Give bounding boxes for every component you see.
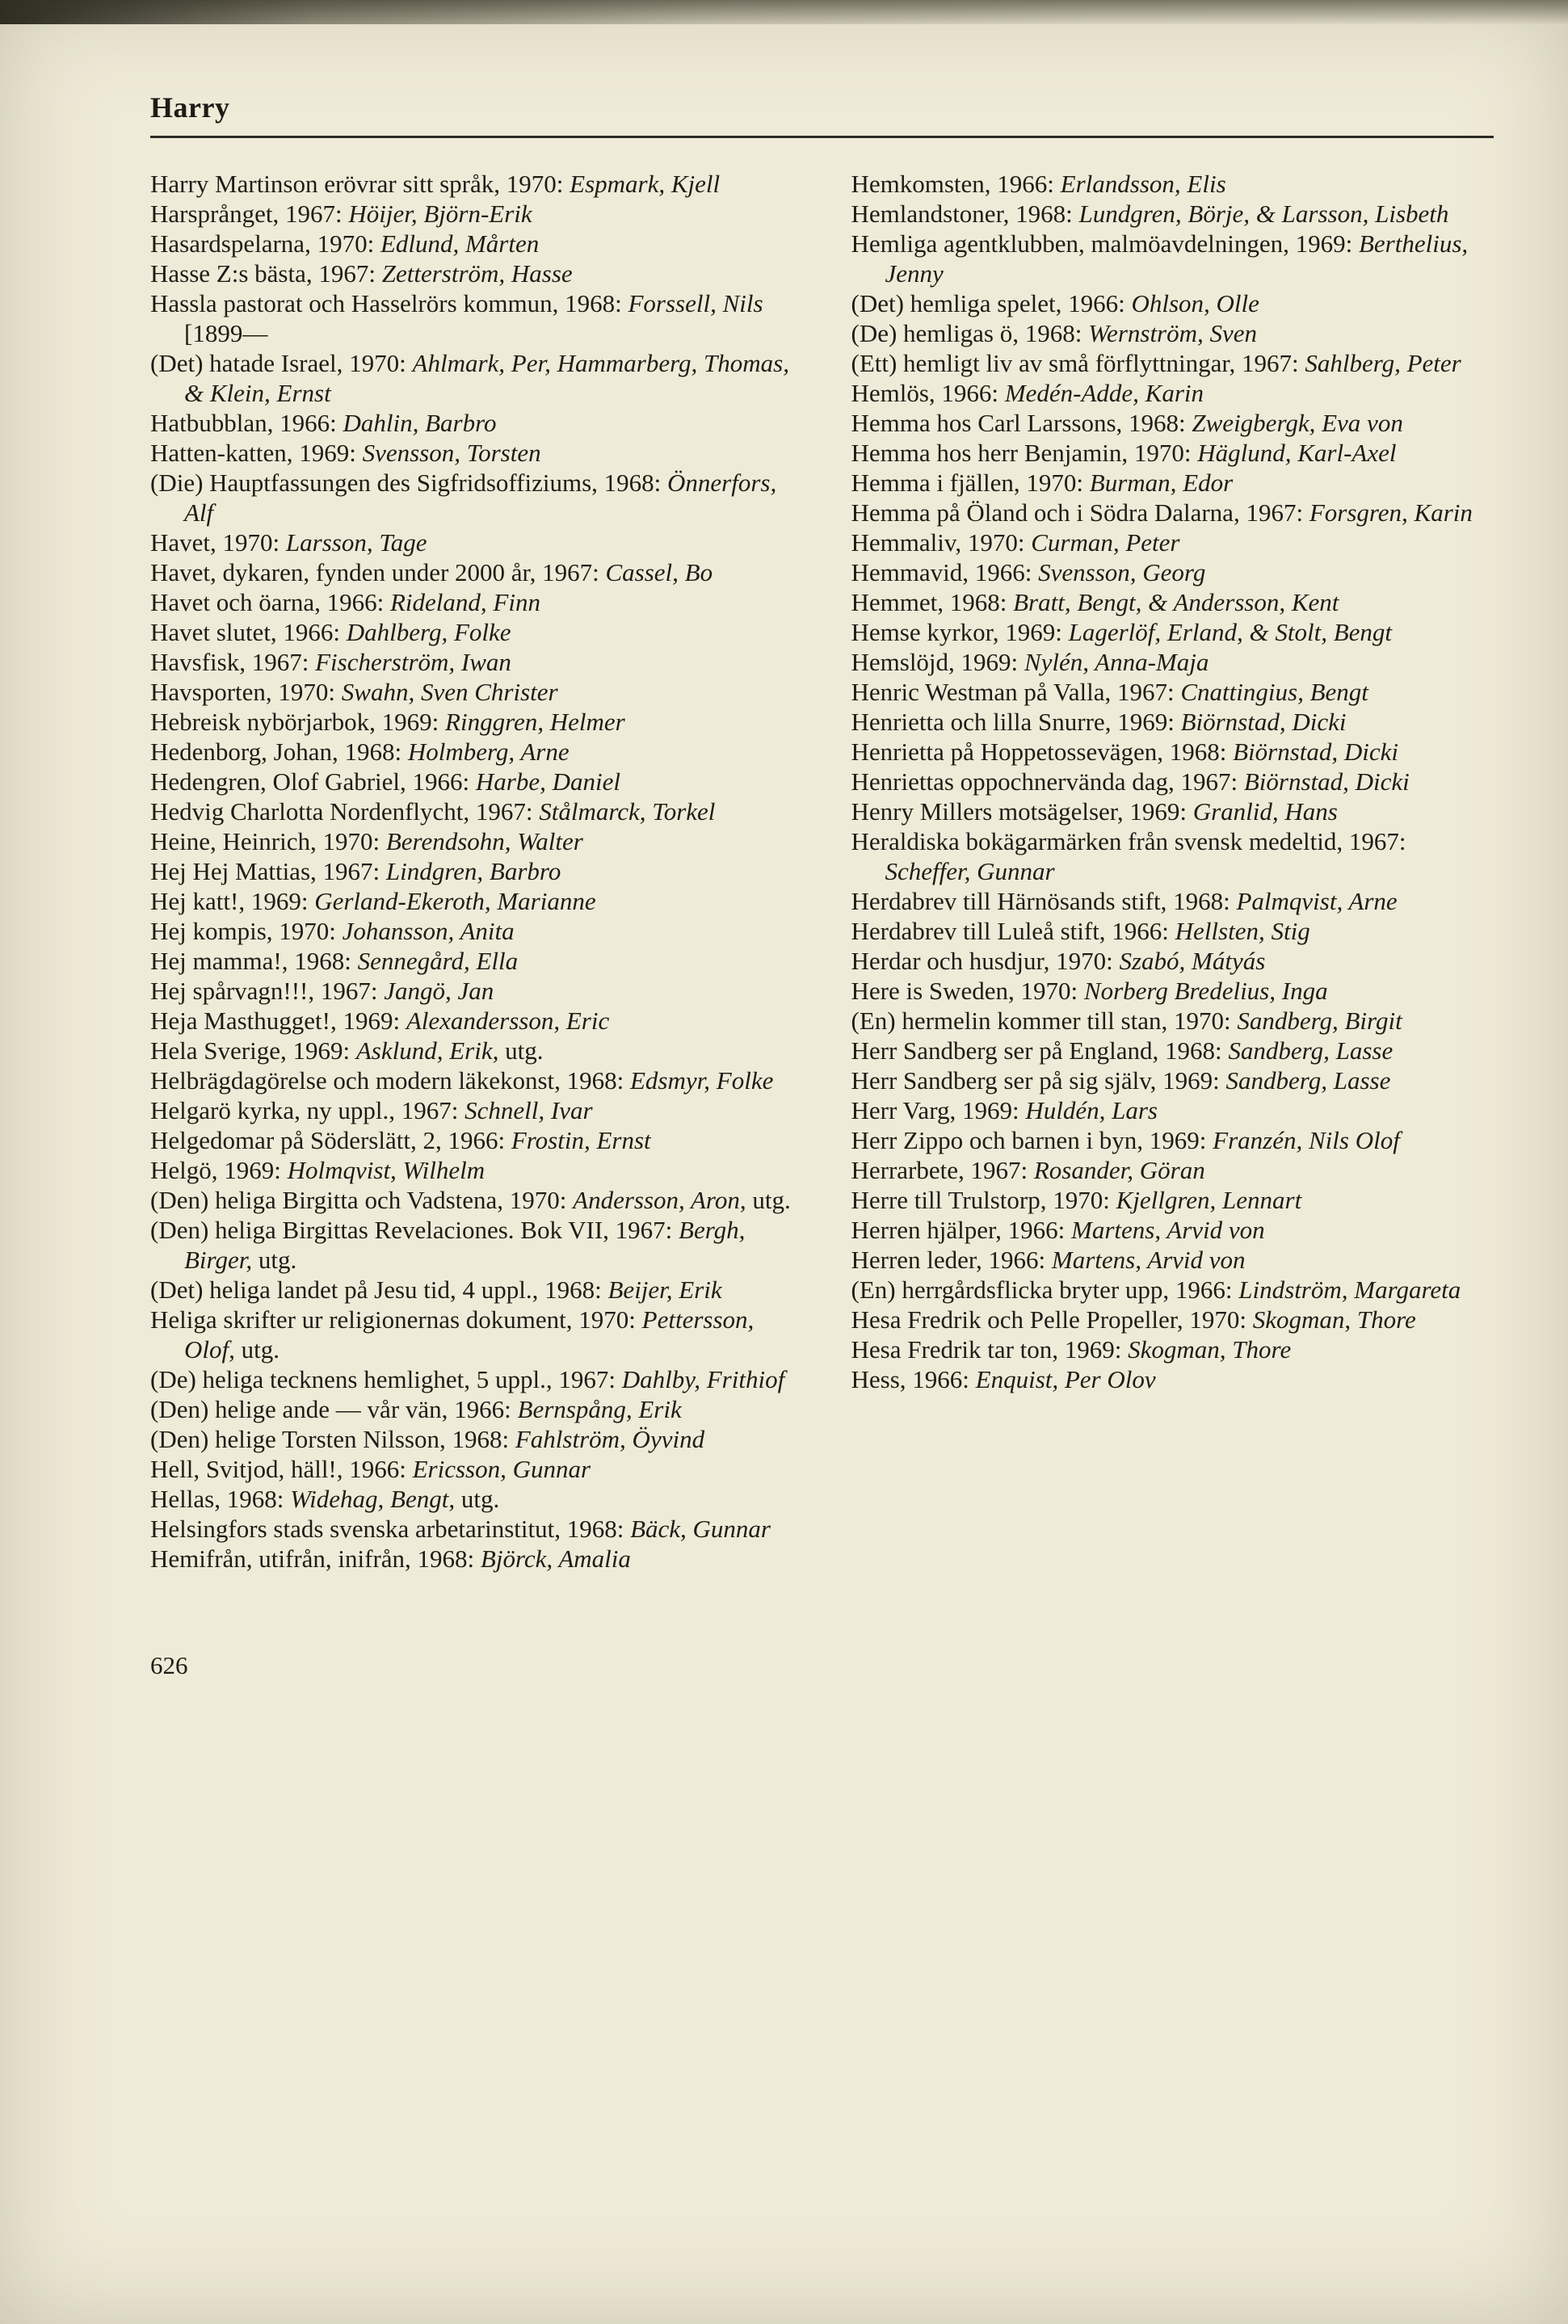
- index-entry: [150, 1424, 793, 1454]
- entry-title: Havet, 1970:: [150, 528, 286, 557]
- entry-title: Hej kompis, 1970:: [150, 917, 343, 945]
- index-entry: [851, 1006, 1494, 1036]
- index-entry: [150, 468, 793, 527]
- entry-authors: Ringgren, Helmer: [445, 708, 625, 736]
- index-entry: [150, 856, 793, 886]
- entry-authors: Harbe, Daniel: [475, 767, 620, 796]
- index-entry: [150, 647, 793, 677]
- index-entry: [150, 348, 793, 408]
- index-entry: [851, 199, 1494, 229]
- index-entry: [150, 1095, 793, 1125]
- entry-authors: Bratt, Bengt, & Andersson, Kent: [1013, 588, 1339, 616]
- entry-authors: Asklund, Erik,: [355, 1036, 499, 1065]
- entry-authors: Ohlson, Olle: [1131, 289, 1259, 317]
- entry-authors: Hellsten, Stig: [1175, 917, 1310, 945]
- index-entry: [851, 408, 1494, 438]
- index-entry: [150, 677, 793, 707]
- entry-authors: Edlund, Mårten: [380, 229, 540, 258]
- index-entry: [851, 1095, 1494, 1125]
- entry-authors: Andersson, Aron,: [573, 1186, 746, 1214]
- entry-title: Hemslöjd, 1969:: [851, 648, 1024, 676]
- entry-title: (De) heliga tecknens hemlighet, 5 uppl., 1967:: [150, 1365, 622, 1393]
- entry-authors: Pettersson, Olof,: [184, 1305, 755, 1364]
- entry-authors: Björck, Amalia: [480, 1544, 631, 1573]
- entry-title: Hasardspelarna, 1970:: [150, 229, 380, 258]
- entry-authors: Huldén, Lars: [1025, 1096, 1158, 1124]
- entry-authors: Wernström, Sven: [1088, 319, 1258, 347]
- entry-authors: Skogman, Thore: [1128, 1335, 1292, 1364]
- index-entry: [150, 199, 793, 229]
- index-columns: [150, 169, 1494, 1574]
- entry-title: Herr Varg, 1969:: [851, 1096, 1026, 1124]
- index-entry: [851, 796, 1494, 826]
- index-entry: [150, 1454, 793, 1484]
- index-entry: [150, 1484, 793, 1514]
- entry-title: Henriettas oppochnervända dag, 1967:: [851, 767, 1244, 796]
- index-entry: [851, 826, 1494, 886]
- entry-title: (Ett) hemligt liv av små förflyttningar, 1967:: [851, 349, 1305, 377]
- entry-authors: Ericsson, Gunnar: [412, 1455, 591, 1483]
- index-entry: [851, 229, 1494, 288]
- entry-authors: Skogman, Thore: [1252, 1305, 1416, 1334]
- entry-title: Hedengren, Olof Gabriel, 1966:: [150, 767, 476, 796]
- index-entry: [150, 1364, 793, 1394]
- entry-title: Harry Martinson erövrar sitt språk, 1970:: [150, 170, 570, 198]
- index-entry: [851, 438, 1494, 468]
- index-entry: [150, 1065, 793, 1095]
- index-entry: [150, 916, 793, 946]
- entry-authors: Holmqvist, Wilhelm: [287, 1156, 486, 1184]
- entry-authors: Lundgren, Börje, & Larsson, Lisbeth: [1078, 200, 1449, 228]
- index-entry: [851, 1065, 1494, 1095]
- index-entry: [150, 1155, 793, 1185]
- entry-title: Hemmet, 1968:: [851, 588, 1014, 616]
- entry-authors: Önnerfors, Alf: [184, 469, 777, 527]
- index-entry: [150, 826, 793, 856]
- entry-authors: Sandberg, Birgit: [1237, 1007, 1402, 1035]
- entry-suffix: [1899—: [184, 319, 268, 347]
- entry-authors: Edsmyr, Folke: [630, 1066, 774, 1095]
- entry-title: Hej Hej Mattias, 1967:: [150, 857, 386, 885]
- entry-title: Henrietta och lilla Snurre, 1969:: [851, 708, 1181, 736]
- entry-authors: Norberg Bredelius, Inga: [1083, 977, 1328, 1005]
- index-entry: [150, 229, 793, 258]
- entry-title: Heine, Heinrich, 1970:: [150, 827, 386, 855]
- entry-title: Hemma hos Carl Larssons, 1968:: [851, 409, 1192, 437]
- entry-suffix: utg.: [252, 1246, 297, 1274]
- entry-authors: Bergh, Birger,: [184, 1216, 746, 1274]
- entry-authors: Zetterström, Hasse: [381, 259, 573, 288]
- entry-authors: Larsson, Tage: [285, 528, 427, 557]
- index-entry: [150, 288, 793, 348]
- entry-title: Hedvig Charlotta Nordenflycht, 1967:: [150, 797, 540, 826]
- entry-title: Helgarö kyrka, ny uppl., 1967:: [150, 1096, 465, 1124]
- entry-authors: Cassel, Bo: [605, 558, 713, 586]
- entry-title: Hej katt!, 1969:: [150, 887, 315, 915]
- entry-title: Hemlandstoner, 1968:: [851, 200, 1079, 228]
- entry-title: Hassla pastorat och Hasselrörs kommun, 1968:: [150, 289, 628, 317]
- entry-suffix: utg.: [746, 1186, 791, 1214]
- entry-title: Herren hjälper, 1966:: [851, 1216, 1071, 1244]
- entry-title: Hellas, 1968:: [150, 1485, 291, 1513]
- entry-authors: Scheffer, Gunnar: [885, 857, 1055, 885]
- entry-title: Herr Zippo och barnen i byn, 1969:: [851, 1126, 1213, 1154]
- right-column: [851, 169, 1494, 1574]
- header-rule: [150, 136, 1494, 138]
- entry-authors: Bäck, Gunnar: [630, 1515, 771, 1543]
- entry-authors: Gerland-Ekeroth, Marianne: [314, 887, 596, 915]
- entry-title: Henrietta på Hoppetossevägen, 1968:: [851, 738, 1234, 766]
- index-entry: [851, 976, 1494, 1006]
- index-entry: [851, 348, 1494, 378]
- index-entry: [851, 1125, 1494, 1155]
- entry-title: Here is Sweden, 1970:: [851, 977, 1084, 1005]
- index-entry: [150, 1006, 793, 1036]
- index-entry: [851, 527, 1494, 557]
- entry-title: (Den) heliga Birgitta och Vadstena, 1970:: [150, 1186, 574, 1214]
- entry-authors: Fahlström, Öyvind: [515, 1425, 705, 1453]
- running-header: Harry: [150, 91, 230, 124]
- entry-title: Herrarbete, 1967:: [851, 1156, 1034, 1184]
- entry-authors: Svensson, Torsten: [362, 439, 541, 467]
- entry-authors: Biörnstad, Dicki: [1233, 738, 1399, 766]
- entry-authors: Curman, Peter: [1031, 528, 1180, 557]
- index-entry: [150, 169, 793, 199]
- index-entry: [150, 886, 793, 916]
- entry-authors: Lagerlöf, Erland, & Stolt, Bengt: [1068, 618, 1393, 646]
- index-entry: [851, 677, 1494, 707]
- entry-title: Havet, dykaren, fynden under 2000 år, 1967:: [150, 558, 606, 586]
- index-entry: [851, 737, 1494, 767]
- entry-suffix: utg.: [498, 1036, 544, 1065]
- entry-title: (Die) Hauptfassungen des Sigfridsoffiziums, 1968:: [150, 469, 667, 497]
- entry-authors: Jangö, Jan: [384, 977, 494, 1005]
- index-entry: [851, 1155, 1494, 1185]
- entry-authors: Biörnstad, Dicki: [1180, 708, 1347, 736]
- index-entry: [851, 916, 1494, 946]
- entry-authors: Höijer, Björn-Erik: [348, 200, 532, 228]
- entry-authors: Nylén, Anna-Maja: [1024, 648, 1209, 676]
- entry-title: (En) herrgårdsflicka bryter upp, 1966:: [851, 1275, 1239, 1304]
- entry-title: Havsfisk, 1967:: [150, 648, 316, 676]
- entry-authors: Rosander, Göran: [1033, 1156, 1205, 1184]
- entry-title: (De) hemligas ö, 1968:: [851, 319, 1089, 347]
- entry-title: Herr Sandberg ser på England, 1968:: [851, 1036, 1229, 1065]
- index-entry: [851, 587, 1494, 617]
- entry-title: (Den) heliga Birgittas Revelaciones. Bok VII, 1967:: [150, 1216, 679, 1244]
- index-entry: [150, 1125, 793, 1155]
- entry-authors: Forsgren, Karin: [1309, 498, 1473, 527]
- index-entry: [851, 707, 1494, 737]
- entry-title: Hemma hos herr Benjamin, 1970:: [851, 439, 1198, 467]
- entry-authors: Dahlberg, Folke: [346, 618, 511, 646]
- entry-title: Hemkomsten, 1966:: [851, 170, 1061, 198]
- entry-authors: Johansson, Anita: [342, 917, 515, 945]
- entry-title: Hesa Fredrik och Pelle Propeller, 1970:: [851, 1305, 1253, 1334]
- left-column: [150, 169, 793, 1574]
- entry-title: Heliga skrifter ur religionernas dokument, 1970:: [150, 1305, 642, 1334]
- index-entry: [851, 288, 1494, 318]
- entry-suffix: utg.: [234, 1335, 280, 1364]
- entry-authors: Granlid, Hans: [1192, 797, 1338, 826]
- index-entry: [851, 378, 1494, 408]
- entry-title: (Den) helige ande — vår vän, 1966:: [150, 1395, 518, 1423]
- entry-title: Helbrägdagörelse och modern läkekonst, 1968:: [150, 1066, 630, 1095]
- index-entry: [150, 1036, 793, 1065]
- entry-title: Herdabrev till Härnösands stift, 1968:: [851, 887, 1237, 915]
- index-entry: [851, 1364, 1494, 1394]
- entry-title: (Den) helige Torsten Nilsson, 1968:: [150, 1425, 515, 1453]
- entry-title: Hesa Fredrik tar ton, 1969:: [851, 1335, 1129, 1364]
- entry-authors: Holmberg, Arne: [407, 738, 570, 766]
- entry-title: Herdabrev till Luleå stift, 1966:: [851, 917, 1175, 945]
- entry-authors: Fischerström, Iwan: [315, 648, 511, 676]
- entry-authors: Martens, Arvid von: [1051, 1246, 1246, 1274]
- index-entry: [150, 438, 793, 468]
- index-entry: [851, 647, 1494, 677]
- entry-authors: Dahlby, Frithiof: [621, 1365, 785, 1393]
- entry-authors: Schnell, Ivar: [465, 1096, 593, 1124]
- index-entry: [851, 1334, 1494, 1364]
- entry-authors: Berthelius, Jenny: [885, 229, 1469, 288]
- entry-title: Hatten-katten, 1969:: [150, 439, 363, 467]
- entry-title: Harsprånget, 1967:: [150, 200, 349, 228]
- entry-authors: Dahlin, Barbro: [343, 409, 497, 437]
- entry-authors: Espmark, Kjell: [570, 170, 721, 198]
- index-entry: [851, 1185, 1494, 1215]
- index-entry: [851, 318, 1494, 348]
- index-entry: [150, 258, 793, 288]
- entry-title: Hemliga agentklubben, malmöavdelningen, 1969:: [851, 229, 1359, 258]
- entry-authors: Martens, Arvid von: [1071, 1216, 1265, 1244]
- index-entry: [150, 1275, 793, 1305]
- index-entry: [150, 1305, 793, 1364]
- index-entry: [150, 976, 793, 1006]
- entry-authors: Kjellgren, Lennart: [1116, 1186, 1302, 1214]
- entry-title: Hess, 1966:: [851, 1365, 976, 1393]
- index-entry: [150, 796, 793, 826]
- entry-authors: Franzén, Nils Olof: [1213, 1126, 1400, 1154]
- index-entry: [150, 946, 793, 976]
- entry-authors: Alexandersson, Eric: [406, 1007, 610, 1035]
- entry-authors: Burman, Edor: [1089, 469, 1234, 497]
- index-entry: [851, 767, 1494, 796]
- entry-title: Hemmaliv, 1970:: [851, 528, 1032, 557]
- index-entry: [851, 557, 1494, 587]
- entry-title: Hej spårvagn!!!, 1967:: [150, 977, 385, 1005]
- entry-authors: Erlandsson, Elis: [1060, 170, 1226, 198]
- entry-authors: Bernspång, Erik: [517, 1395, 682, 1423]
- index-entry: [150, 408, 793, 438]
- entry-authors: Beijer, Erik: [607, 1275, 722, 1304]
- entry-authors: Lindgren, Barbro: [385, 857, 561, 885]
- index-entry: [150, 557, 793, 587]
- entry-authors: Forssell, Nils: [628, 289, 763, 317]
- entry-title: Hatbubblan, 1966:: [150, 409, 343, 437]
- index-entry: [150, 1544, 793, 1574]
- entry-title: (Det) hemliga spelet, 1966:: [851, 289, 1132, 317]
- entry-title: Henry Millers motsägelser, 1969:: [851, 797, 1193, 826]
- entry-title: (En) hermelin kommer till stan, 1970:: [851, 1007, 1238, 1035]
- entry-authors: Cnattingius, Bengt: [1180, 678, 1368, 706]
- index-entry: [150, 707, 793, 737]
- entry-title: Heja Masthugget!, 1969:: [150, 1007, 406, 1035]
- entry-title: Hemma på Öland och i Södra Dalarna, 1967:: [851, 498, 1309, 527]
- entry-title: Hemmavid, 1966:: [851, 558, 1039, 586]
- entry-authors: Berendsohn, Walter: [385, 827, 583, 855]
- entry-title: (Det) heliga landet på Jesu tid, 4 uppl., 1968:: [150, 1275, 608, 1304]
- entry-authors: Lindström, Margareta: [1238, 1275, 1461, 1304]
- entry-authors: Svensson, Georg: [1038, 558, 1206, 586]
- entry-authors: Medén-Adde, Karin: [1004, 379, 1204, 407]
- entry-authors: Swahn, Sven Christer: [341, 678, 558, 706]
- entry-title: Hell, Svitjod, häll!, 1966:: [150, 1455, 413, 1483]
- entry-authors: Rideland, Finn: [389, 588, 540, 616]
- entry-title: Herr Sandberg ser på sig själv, 1969:: [851, 1066, 1226, 1095]
- entry-title: Hemma i fjällen, 1970:: [851, 469, 1090, 497]
- page-number: 626: [150, 1651, 188, 1679]
- entry-title: Hedenborg, Johan, 1968:: [150, 738, 408, 766]
- entry-authors: Biörnstad, Dicki: [1243, 767, 1410, 796]
- entry-title: Herren leder, 1966:: [851, 1246, 1052, 1274]
- index-entry: [851, 498, 1494, 527]
- index-entry: [851, 617, 1494, 647]
- index-entry: [851, 169, 1494, 199]
- entry-authors: Sandberg, Lasse: [1225, 1066, 1391, 1095]
- entry-title: Hemifrån, utifrån, inifrån, 1968:: [150, 1544, 481, 1573]
- entry-title: Helgö, 1969:: [150, 1156, 288, 1184]
- entry-authors: Ahlmark, Per, Hammarberg, Thomas, & Klein, Ernst: [184, 349, 789, 407]
- entry-title: Havet och öarna, 1966:: [150, 588, 390, 616]
- index-entry: [150, 527, 793, 557]
- index-entry: [150, 767, 793, 796]
- entry-title: Hemse kyrkor, 1969:: [851, 618, 1069, 646]
- index-entry: [150, 1514, 793, 1544]
- entry-title: Hasse Z:s bästa, 1967:: [150, 259, 382, 288]
- entry-title: Helgedomar på Söderslätt, 2, 1966:: [150, 1126, 511, 1154]
- entry-title: Herdar och husdjur, 1970:: [851, 947, 1120, 975]
- entry-authors: Sahlberg, Peter: [1305, 349, 1461, 377]
- entry-title: Havet slutet, 1966:: [150, 618, 347, 646]
- entry-title: (Det) hatade Israel, 1970:: [150, 349, 413, 377]
- entry-title: Hebreisk nybörjarbok, 1969:: [150, 708, 446, 736]
- entry-authors: Palmqvist, Arne: [1236, 887, 1398, 915]
- entry-title: Helsingfors stads svenska arbetarinstitut, 1968:: [150, 1515, 631, 1543]
- entry-title: Heraldiska bokägarmärken från svensk medeltid, 1967:: [851, 827, 1406, 855]
- entry-authors: Enquist, Per Olov: [975, 1365, 1156, 1393]
- index-entry: [851, 1245, 1494, 1275]
- entry-authors: Widehag, Bengt,: [290, 1485, 456, 1513]
- entry-title: Hej mamma!, 1968:: [150, 947, 358, 975]
- entry-authors: Szabó, Mátyás: [1119, 947, 1266, 975]
- entry-title: Henric Westman på Valla, 1967:: [851, 678, 1181, 706]
- entry-title: Herre till Trulstorp, 1970:: [851, 1186, 1116, 1214]
- entry-authors: Häglund, Karl-Axel: [1197, 439, 1397, 467]
- entry-title: Hemlös, 1966:: [851, 379, 1005, 407]
- index-entry: [150, 1215, 793, 1275]
- index-entry: [150, 617, 793, 647]
- entry-authors: Zweigbergk, Eva von: [1192, 409, 1403, 437]
- index-entry: [150, 1185, 793, 1215]
- index-entry: [851, 1215, 1494, 1245]
- entry-suffix: utg.: [455, 1485, 500, 1513]
- entry-title: Havsporten, 1970:: [150, 678, 342, 706]
- entry-authors: Stålmarck, Torkel: [539, 797, 716, 826]
- index-entry: [851, 468, 1494, 498]
- entry-authors: Sennegård, Ella: [357, 947, 519, 975]
- index-entry: [851, 886, 1494, 916]
- index-entry: [851, 1305, 1494, 1334]
- index-entry: [851, 1275, 1494, 1305]
- index-entry: [851, 946, 1494, 976]
- index-entry: [150, 1394, 793, 1424]
- index-entry: [150, 587, 793, 617]
- entry-title: Hela Sverige, 1969:: [150, 1036, 356, 1065]
- entry-authors: Frostin, Ernst: [511, 1126, 651, 1154]
- entry-authors: Sandberg, Lasse: [1228, 1036, 1394, 1065]
- index-entry: [851, 1036, 1494, 1065]
- index-entry: [150, 737, 793, 767]
